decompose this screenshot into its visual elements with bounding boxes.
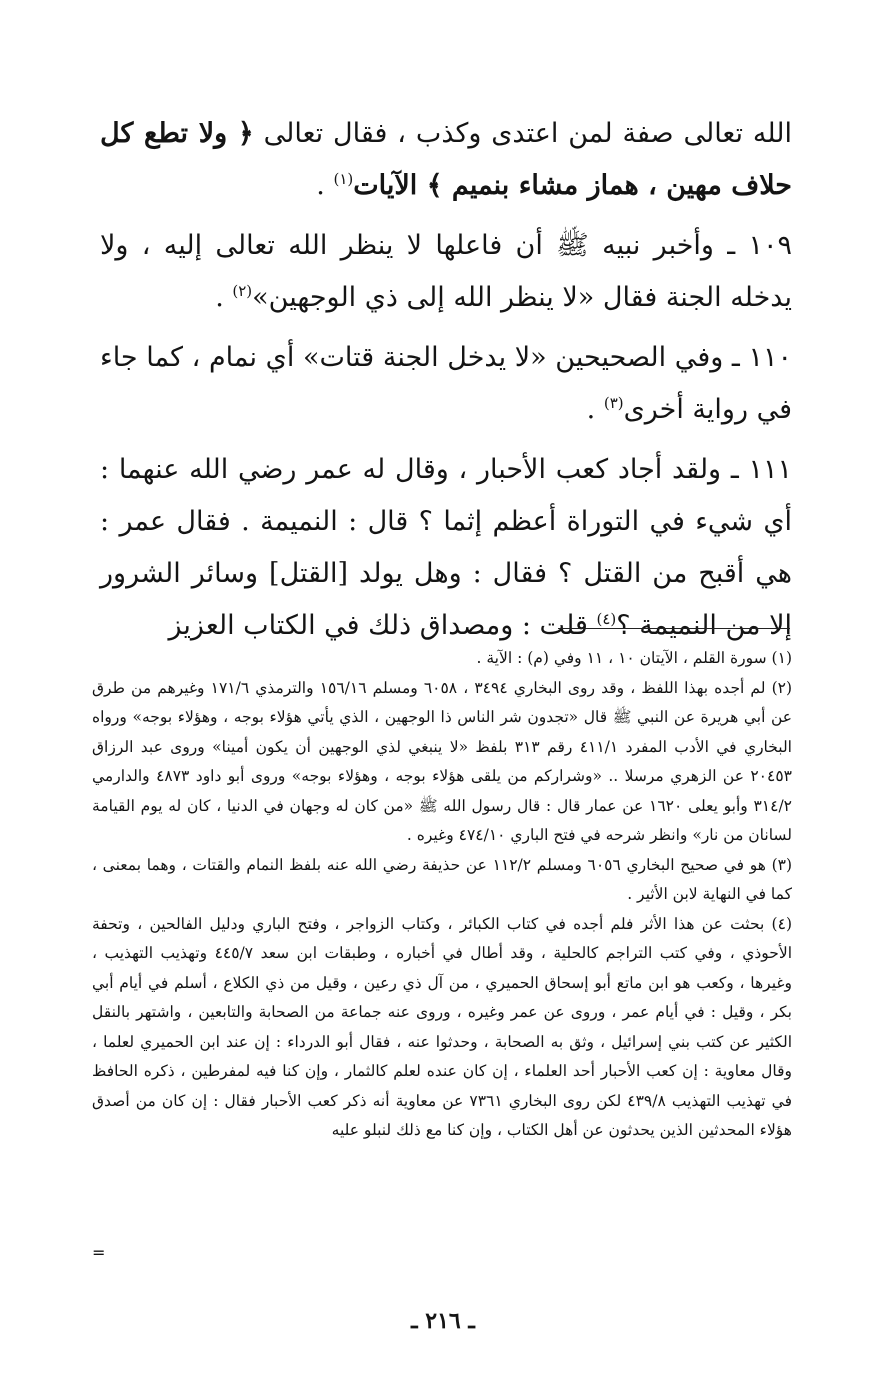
footnote-2: (٢) لم أجده بهذا اللفظ ، وقد روى البخاري ٣٤٩٤ ، ٦٠٥٨ ومسلم ١٥٦/١٦ والترمذي ١٧١/٦ وغيرهم من طرق عن أبي هريرة عن النبي ﷺ قال «تجدون شر الناس ذا الوجهين ، الذي يأتي هؤلاء بوجه ، وهؤلاء بوجه» ورواه البخاري في الأدب المفرد ٤١١/١ رقم ٣١٣ بلفظ «لا ينبغي لذي الوجهين أن يكون أمينا» وروى عبد الرزاق ٢٠٤٥٣ عن الزهري مرسلا .. «وشراركم من يلقى هؤلاء بوجه ، وهؤلاء بوجه» وروى أبو داود ٤٨٧٣ والدارمي ٣١٤/٢ وأبو يعلى ١٦٢٠ عن عمار قال : قال رسول الله ﷺ «من كان له وجهان في الدنيا ، كان له يوم القيامة لسانان من نار» وانظر شرحه في فتح الباري ٤٧٤/١٠ وغيره .: [92, 678, 793, 844]
paragraph-109: [100, 220, 792, 324]
footnote-1: (١) سورة القلم ، الآيتان ١٠ ، ١١ وفي (م) : الآية .: [476, 649, 792, 667]
footnote-ref-3: (٣): [603, 394, 624, 412]
footnote-divider: [558, 628, 790, 629]
footnote-ref-2: (٢): [232, 282, 253, 300]
quran-quote: ﴿ ولا تطع كل حلاف مهين ، هماز مشاء بنميم ﴾ الآيات: [100, 118, 792, 201]
footnotes: [92, 644, 792, 1146]
page-number: ـ ٢١٦ ـ: [411, 1308, 475, 1334]
paragraph-110-end: .: [586, 394, 604, 425]
paragraph-109-end: .: [215, 282, 233, 313]
paragraph-intro: [100, 108, 792, 212]
footnote-3: (٣) هو في صحيح البخاري ٦٠٥٦ ومسلم ١١٢/٢ عن حذيفة رضي الله عنه بلفظ النمام والقتات ، وهما بمعنى ، كما في النهاية لابن الأثير .: [92, 855, 793, 903]
paragraph-111: [100, 444, 792, 652]
main-text: [100, 108, 792, 660]
paragraph-110-text: ١١٠ ـ وفي الصحيحين «لا يدخل الجنة قتات» أي نمام ، كما جاء في رواية أخرى: [100, 342, 792, 425]
paragraph-111-text: ١١١ ـ ولقد أجاد كعب الأحبار ، وقال له عمر رضي الله عنهما : أي شيء في التوراة أعظم إثما ؟ قال : النميمة . فقال عمر : هي أقبح من القتل ؟ فقال : وهل يولد [القتل] وسائر الشرور إلا من النميمة ؟: [100, 454, 792, 641]
intro-end: .: [316, 170, 334, 201]
footnote-4: (٤) بحثت عن هذا الأثر فلم أجده في كتاب الكبائر ، وكتاب الزواجر ، وفتح الباري ودليل الفالحين ، وتحفة الأحوذي ، وفي كتب التراجم كالحلية ، وقد أطال في أخباره ، وطبقات ابن سعد ٤٤٥/٧ وتهذيب التهذيب ، وغيرها ، وكعب هو ابن ماتع أبو إسحاق الحميري ، من آل ذي رعين ، وقيل من ذي الكلاع ، أسلم في أيام أبي بكر ، وقيل : في أيام عمر ، وروى عن عمر وغيره ، وروى عنه جماعة من الصحابة والتابعين ، واشتهر بالنقل الكثير عن كتب بني إسرائيل ، وثق به الصحابة ، وحدثوا عنه ، فقال أبو الدرداء : إن عند ابن الحميري لعلما ، وقال معاوية : إن كعب الأحبار أحد العلماء ، إن كان عنده لعلم كالثمار ، وإن كنا فيه لمفرطين ، ذكره الحافظ في تهذيب التهذيب ٤٣٩/٨ لكن روى البخاري ٧٣٦١ عن معاوية أنه ذكر كعب الأحبار فقال : إن كان من أصدق هؤلاء المحدثين الذين يحدثون عن أهل الكتاب ، وإن كنا مع ذلك لنبلو عليه: [92, 914, 792, 1139]
intro-text: الله تعالى صفة لمن اعتدى وكذب ، فقال تعالى: [253, 118, 792, 149]
footnote-ref-4: (٤): [596, 610, 617, 628]
continuation-mark: =: [92, 1243, 106, 1262]
paragraph-110: [100, 332, 792, 436]
paragraph-111-end: قلت : ومصداق ذلك في الكتاب العزيز: [168, 610, 597, 641]
paragraph-109-text: ١٠٩ ـ وأخبر نبيه ﷺ أن فاعلها لا ينظر الله تعالى إليه ، ولا يدخله الجنة فقال «لا ينظر الله إلى ذي الوجهين»: [100, 230, 792, 313]
footnote-ref-1: (١): [333, 170, 354, 188]
